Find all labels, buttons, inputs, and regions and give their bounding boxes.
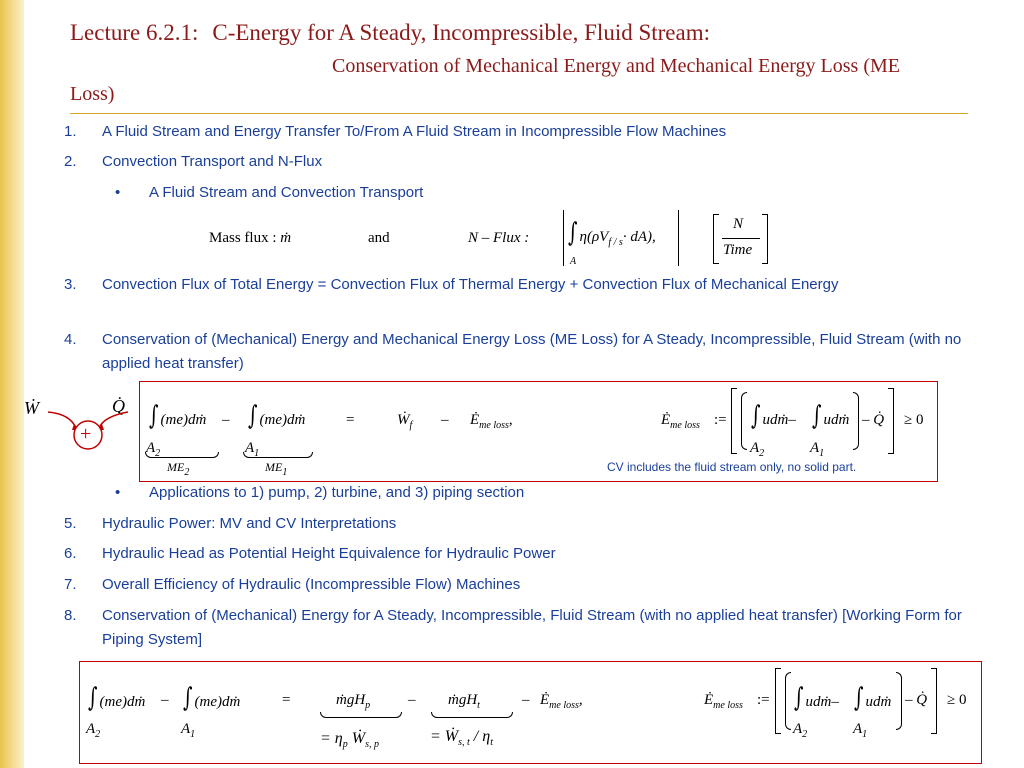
- udm-term-1: ∫ udṁ: [812, 401, 850, 431]
- minus-sign: –: [522, 692, 530, 708]
- limit-A2: $A_2$: [86, 721, 101, 740]
- list-item: 5. Hydraulic Power: MV and CV Interpretations: [64, 515, 397, 532]
- bracket-left: [775, 668, 781, 734]
- minus-Q: – Q̇: [905, 692, 928, 708]
- frac-numerator: N: [733, 216, 744, 232]
- udm-term-1: ∫ udṁ: [854, 683, 892, 713]
- me-loss-def-lhs: $Ė_{me loss}$: [661, 412, 700, 431]
- bracket-left: [731, 388, 737, 454]
- sub-bullet: • A Fluid Stream and Convection Transport: [115, 184, 424, 201]
- slide-title: [70, 18, 970, 108]
- equals-sign: =: [282, 692, 291, 708]
- define-sign: :=: [714, 412, 727, 428]
- n-flux-integral: ∫ $\eta(\rho V_{f / s}\cdot dA)$,: [568, 218, 656, 248]
- turbine-efficiency-expr: = Ẇ$_{s, t}$ / $\eta_t$: [430, 728, 493, 748]
- udm-term-2: ∫ udṁ–: [794, 683, 839, 713]
- title-line-2: Conservation of Mechanical Energy and Mechanical Energy Loss (ME: [332, 55, 900, 77]
- ME1-label: $ME_1$: [265, 460, 288, 478]
- sub-bullet: • Applications to 1) pump, 2) turbine, and 3) piping section: [115, 484, 525, 501]
- list-item: 3. Convection Flux of Total Energy = Convection Flux of Thermal Energy + Convection Flux of Mechanical Energy: [64, 276, 839, 293]
- frac-line: [722, 238, 760, 239]
- list-item: 7. Overall Efficiency of Hydraulic (Incompressible Flow) Machines: [64, 576, 521, 593]
- bracket-left: [713, 214, 719, 264]
- title-line-1: C-Energy for A Steady, Incompressible, Fluid Stream:: [212, 20, 710, 45]
- limit-A1: $A_1$: [853, 721, 868, 740]
- me-term-2: ∫ (me)dṁ: [88, 683, 146, 713]
- minus-sign: –: [161, 692, 169, 708]
- limit-A2: $A_2$: [750, 440, 765, 459]
- bracket-right: [762, 214, 768, 264]
- me-loss-rate: $Ė_{me loss}$,: [540, 692, 583, 711]
- me-loss-def-lhs: $Ė_{me loss}$: [704, 692, 743, 711]
- underbrace-pump: [320, 712, 402, 718]
- list-item: 4. Conservation of (Mechanical) Energy and Mechanical Energy Loss (ME Loss) for A Steady, Incompressible, Fluid Stream (with no applied heat transfer): [64, 331, 962, 372]
- work-symbol: Ẇ: [24, 398, 39, 418]
- underbrace-turbine: [431, 712, 513, 718]
- title-divider: [70, 113, 968, 114]
- turbine-power: ṁgH$_t$: [448, 692, 480, 711]
- list-item: 1. A Fluid Stream and Energy Transfer To/From A Fluid Stream in Incompressible Flow Machines: [64, 123, 727, 140]
- left-accent-bar: [0, 0, 24, 768]
- ME2-label: $ME_2$: [167, 460, 190, 478]
- list-item: 8. Conservation of (Mechanical) Energy for A Steady, Incompressible, Fluid Stream (with no applied heat transfer) [Working Form for Piping System]: [64, 607, 962, 648]
- limit-A1: $A_1$: [245, 440, 260, 459]
- minus-sign: –: [441, 412, 449, 428]
- minus-Q: – Q̇: [862, 412, 885, 428]
- shaft-work-rate: Ẇ$_f$: [397, 412, 413, 431]
- list-item: 2. Convection Transport and N-Flux: [64, 153, 323, 170]
- abs-bar-right: [678, 210, 679, 266]
- cv-note: CV includes the fluid stream only, no solid part.: [607, 460, 857, 474]
- abs-bar-left: [563, 210, 564, 266]
- underbrace-ME1: [243, 452, 313, 458]
- underbrace-ME2: [145, 452, 219, 458]
- define-sign: :=: [757, 692, 770, 708]
- paren-right: [853, 392, 859, 450]
- me-loss-rate: $Ė_{me loss}$,: [470, 412, 513, 431]
- and-text: and: [368, 230, 390, 246]
- limit-A2: $A_2$: [146, 440, 161, 459]
- n-flux-label: N – Flux :: [468, 230, 530, 246]
- plus-icon: +: [80, 423, 92, 445]
- heat-symbol: Q̇: [112, 396, 125, 416]
- equals-sign: =: [346, 412, 355, 428]
- title-line-3: Loss): [70, 83, 115, 105]
- bracket-right: [931, 668, 937, 734]
- me-term-1: ∫ (me)dṁ: [183, 683, 241, 713]
- me-term-1: ∫ (me)dṁ: [248, 401, 306, 431]
- minus-sign: –: [408, 692, 416, 708]
- geq-zero: ≥ 0: [947, 692, 967, 708]
- list-item: 6. Hydraulic Head as Potential Height Equivalence for Hydraulic Power: [64, 545, 556, 562]
- frac-denominator: Time: [723, 242, 753, 258]
- integral-limit-A: A: [570, 256, 577, 267]
- limit-A2: $A_2$: [793, 721, 808, 740]
- pump-power: ṁgH$_p$: [336, 692, 371, 711]
- limit-A1: $A_1$: [181, 721, 196, 740]
- me-term-2: ∫ (me)dṁ: [149, 401, 207, 431]
- pump-efficiency-expr: = $\eta_p$ Ẇ$_{s, p}$: [320, 730, 379, 750]
- limit-A1: $A_1$: [810, 440, 825, 459]
- bracket-right: [888, 388, 894, 454]
- paren-right: [896, 672, 902, 730]
- mass-flux-label: Mass flux : ṁ: [209, 230, 292, 246]
- udm-term-2: ∫ udṁ–: [751, 401, 796, 431]
- paren-left: [741, 392, 747, 450]
- lecture-number: Lecture 6.2.1:: [70, 20, 199, 45]
- geq-zero: ≥ 0: [904, 412, 924, 428]
- paren-left: [785, 672, 791, 730]
- minus-sign: –: [222, 412, 230, 428]
